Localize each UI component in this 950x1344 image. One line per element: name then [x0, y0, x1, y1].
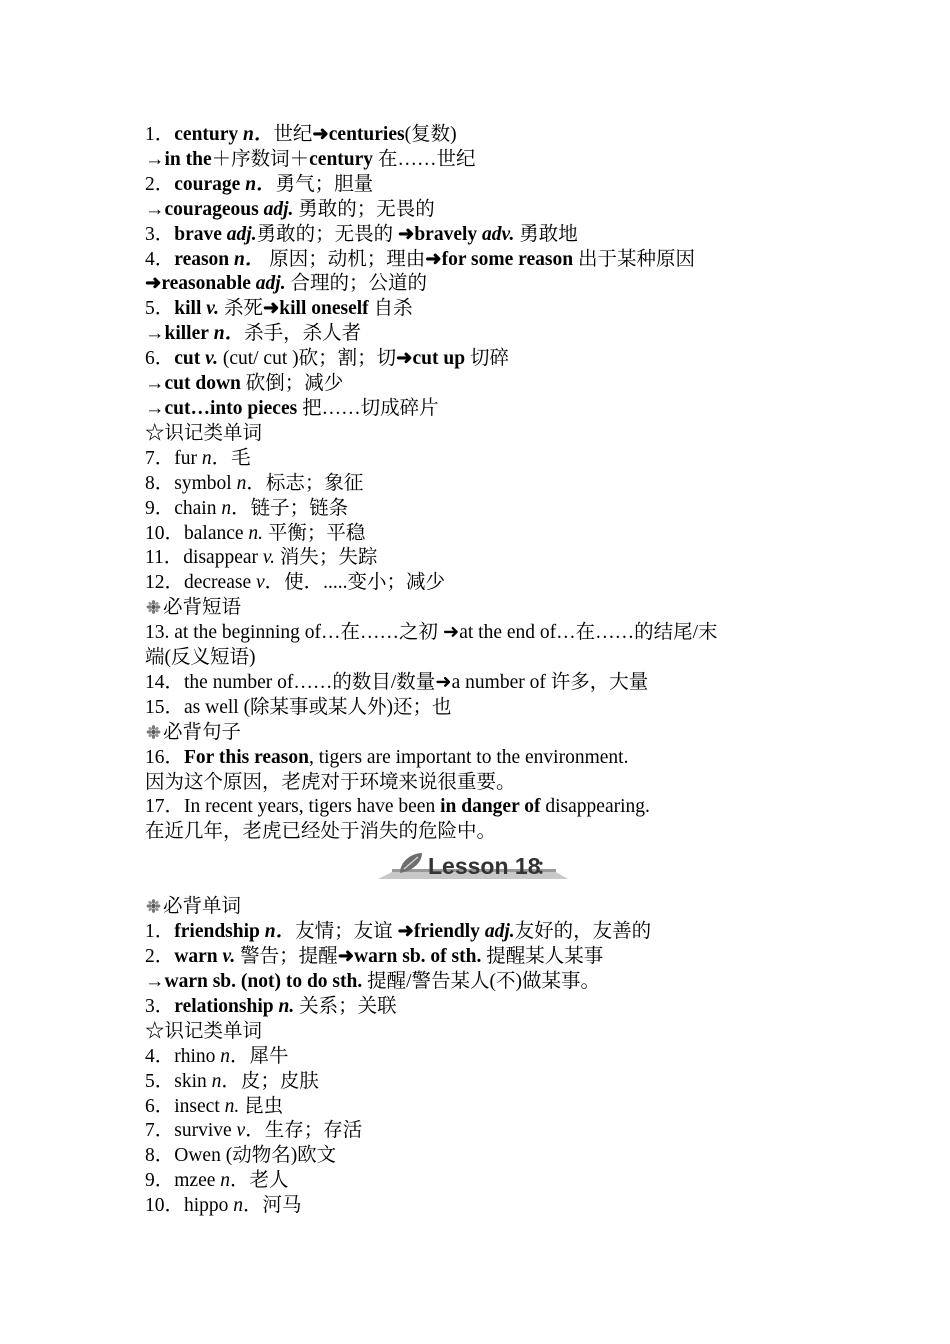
- section-heading-phrases: [145, 596, 815, 621]
- part-of-speech: n: [220, 1045, 231, 1067]
- definition: 在……世纪: [373, 148, 476, 170]
- vocab-line: [145, 123, 815, 148]
- vocab-line: [145, 995, 815, 1020]
- sentence-translation: 因为这个原因，老虎对于环境来说很重要。: [145, 771, 516, 793]
- definition: 原因；动机；理由: [264, 248, 426, 270]
- arrow-icon: ➜: [397, 921, 414, 943]
- item-number: 2．: [145, 173, 175, 195]
- derived-word: bravely: [414, 223, 478, 245]
- word: 7．fur: [145, 447, 202, 469]
- section-heading-sentences: [145, 721, 815, 746]
- word: 9．mzee: [145, 1170, 221, 1192]
- definition: 砍倒；减少: [240, 373, 344, 395]
- note: (cut/ cut ): [217, 348, 299, 370]
- part-of-speech: n: [201, 447, 212, 469]
- definition: ．生存；存活: [245, 1120, 363, 1142]
- definition: 平衡；平稳: [263, 522, 366, 544]
- word-line: 8．Owen (动物名)欧文: [145, 1145, 337, 1167]
- vocab-line: [145, 920, 815, 945]
- part-of-speech: n．: [229, 248, 265, 270]
- definition: 杀死: [219, 298, 263, 320]
- headword: brave: [174, 223, 222, 245]
- word-line: [145, 472, 815, 497]
- headword: cut: [174, 348, 201, 370]
- part-of-speech: n.: [273, 995, 295, 1017]
- word-line: [145, 522, 815, 547]
- headword: friendship: [174, 921, 260, 943]
- definition: 勇敢的；无畏的: [293, 198, 435, 220]
- vocab-line: [145, 148, 815, 173]
- part-of-speech: v.: [262, 547, 275, 569]
- flower-icon: [145, 899, 162, 913]
- word-line: [145, 546, 815, 571]
- section-heading-memorize: ☆识记类单词: [145, 422, 263, 444]
- part-of-speech: n.: [248, 522, 264, 544]
- part-of-speech: adj.: [258, 198, 294, 220]
- item-number: 5．: [145, 298, 175, 320]
- vocab-line: [145, 347, 815, 372]
- definition: ．使．.....变小；减少: [264, 572, 446, 594]
- part-of-speech: adj.: [479, 921, 515, 943]
- definition: 友好的，友善的: [514, 921, 652, 943]
- word: 6．insect: [145, 1095, 225, 1117]
- phrase-line: 14．the number of……的数目/数量➜a number of 许多，大量: [145, 671, 649, 693]
- note: (复数): [404, 124, 457, 145]
- arrow-icon: →: [145, 198, 165, 220]
- heading-text: 必背单词: [163, 896, 242, 918]
- derived-word: courageous: [164, 198, 259, 220]
- word-line: [145, 1095, 815, 1120]
- item-number: 1．: [145, 921, 175, 943]
- item-number: 4．: [145, 248, 175, 270]
- word: 7．survive: [145, 1120, 237, 1142]
- phrase-line: 15．as well (除某事或某人外)还；也: [145, 696, 452, 718]
- part-of-speech: n．: [208, 323, 245, 345]
- derived-word: centuries: [328, 124, 405, 145]
- key-phrase: For this reason: [184, 746, 309, 768]
- section-heading-memorize: ☆识记类单词: [145, 1020, 263, 1042]
- sentence-text: , tigers are important to the environment.: [308, 746, 629, 768]
- word-line: [145, 1119, 815, 1144]
- phrase: in the: [164, 148, 212, 170]
- part-of-speech: n: [221, 497, 232, 519]
- definition: 关系；关联: [294, 995, 397, 1017]
- headword: warn: [174, 946, 218, 968]
- lesson-banner-graphic: [378, 849, 568, 881]
- vocab-line: [145, 198, 815, 223]
- definition: 提醒/警告某人(不)做某事。: [362, 971, 601, 992]
- definition: ．皮；皮肤: [221, 1070, 319, 1092]
- word-line: [145, 447, 815, 472]
- arrow-icon: →: [145, 373, 165, 395]
- headword: century: [174, 124, 239, 145]
- definition: ．河马: [243, 1195, 302, 1217]
- key-phrase: in danger of: [440, 796, 541, 818]
- word: 10．balance: [145, 522, 249, 544]
- word: 10．hippo: [145, 1195, 234, 1217]
- vocab-line: [145, 945, 815, 970]
- vocab-line: [145, 173, 815, 198]
- definition: 合理的；公道的: [285, 273, 427, 295]
- arrow-icon: ➜: [425, 248, 442, 270]
- definition: 把……切成碎片: [297, 397, 439, 419]
- sentence-text: 17．In recent years, tigers have been: [145, 796, 441, 818]
- word: 5．skin: [145, 1070, 212, 1092]
- part-of-speech: adj.: [221, 223, 257, 245]
- word-line: [145, 1194, 815, 1219]
- vocab-line: [145, 970, 815, 995]
- word: 9．chain: [145, 497, 222, 519]
- word: 4．rhino: [145, 1045, 221, 1067]
- flower-icon: [145, 725, 162, 739]
- arrow-icon: ➜: [337, 946, 355, 968]
- lesson-colon: ：: [536, 856, 557, 880]
- word-line: [145, 571, 815, 596]
- item-number: 3．: [145, 995, 175, 1017]
- definition: 警告；提醒: [235, 946, 338, 968]
- definition: 友情；友谊: [295, 921, 398, 943]
- heading-text: 必背句子: [163, 721, 242, 743]
- definition: 切碎: [465, 348, 509, 370]
- definition: ．老人: [230, 1170, 289, 1192]
- sentence-line: [145, 795, 815, 820]
- phrase: cut down: [164, 373, 241, 395]
- part-of-speech: adv.: [477, 223, 515, 245]
- phrase-line: 端(反义短语): [145, 647, 256, 669]
- definition: 昆虫: [239, 1095, 284, 1117]
- phrase: century: [309, 148, 374, 170]
- phrase: for some reason: [441, 248, 574, 270]
- arrow-icon: ➜: [312, 124, 329, 145]
- part-of-speech: v.: [217, 946, 236, 968]
- item-number: 6．: [145, 348, 175, 370]
- definition: 勇气；胆量: [275, 173, 374, 195]
- sentence-text: disappearing.: [540, 796, 650, 818]
- part-of-speech: n: [233, 1195, 244, 1217]
- part-of-speech: adj.: [250, 273, 286, 295]
- definition: 杀手，杀人者: [244, 323, 362, 345]
- definition: ．毛: [211, 447, 251, 469]
- arrow-icon: →: [145, 323, 165, 345]
- derived-word: reasonable: [161, 273, 251, 295]
- definition: ．标志；象征: [246, 472, 364, 494]
- definition: 世纪: [273, 124, 313, 145]
- part-of-speech: n.: [224, 1095, 240, 1117]
- word: 8．symbol: [145, 472, 237, 494]
- definition: ．犀牛: [230, 1045, 289, 1067]
- word-line: [145, 1070, 815, 1095]
- sentence-line: [145, 746, 815, 771]
- phrase: kill oneself: [279, 298, 369, 320]
- definition: ．链子；链条: [231, 497, 349, 519]
- vocab-line: [145, 322, 815, 347]
- vocab-line: [145, 397, 815, 422]
- part-of-speech: n: [220, 1170, 231, 1192]
- arrow-icon: ➜: [145, 273, 162, 295]
- vocab-line: [145, 223, 815, 248]
- part-of-speech: v.: [201, 298, 220, 320]
- section-heading-words: [145, 895, 815, 920]
- part-of-speech: v: [255, 572, 265, 594]
- headword: reason: [174, 248, 230, 270]
- headword: relationship: [174, 995, 274, 1017]
- word: 12．decrease: [145, 572, 256, 594]
- phrase-part: ＋序数词＋: [211, 148, 310, 170]
- document-body: [145, 123, 815, 1219]
- definition: 提醒某人某事: [481, 946, 604, 968]
- definition: 出于某种原因: [573, 248, 695, 270]
- definition: 勇敢地: [514, 223, 578, 245]
- derived-word: killer: [164, 323, 209, 345]
- item-number: 16．: [145, 746, 185, 768]
- vocab-line: [145, 297, 815, 322]
- arrow-icon: →: [145, 148, 165, 170]
- item-number: 2．: [145, 946, 175, 968]
- phrase: warn sb. of sth.: [354, 946, 482, 968]
- word-line: [145, 497, 815, 522]
- vocab-line: [145, 248, 815, 273]
- word-line: [145, 1045, 815, 1070]
- part-of-speech: n: [211, 1070, 222, 1092]
- definition: 砍；割；切: [298, 348, 397, 370]
- arrow-icon: →: [145, 397, 165, 419]
- arrow-icon: ➜: [396, 348, 413, 370]
- part-of-speech: n．: [240, 173, 276, 195]
- definition: 消失；失踪: [274, 547, 378, 569]
- word: 11．disappear: [145, 547, 263, 569]
- headword: courage: [174, 173, 241, 195]
- word-line: [145, 1169, 815, 1194]
- phrase: warn sb. (not) to do sth.: [164, 971, 363, 992]
- definition: 勇敢的；无畏的: [256, 223, 398, 245]
- sentence-translation: 在近几年，老虎已经处于消失的危险中。: [145, 821, 497, 843]
- arrow-icon: ➜: [397, 223, 415, 245]
- heading-text: 必背短语: [163, 597, 242, 619]
- lesson-banner: [145, 845, 815, 895]
- item-number: 3．: [145, 223, 175, 245]
- part-of-speech: n．: [238, 124, 274, 145]
- phrase: cut…into pieces: [164, 397, 298, 419]
- vocab-line: [145, 372, 815, 397]
- item-number: 1．: [145, 124, 175, 145]
- derived-word: friendly: [413, 921, 480, 943]
- phrase-line: 13. at the beginning of…在……之初 ➜at the end of…在……的结尾/末: [145, 622, 718, 644]
- part-of-speech: v.: [200, 348, 218, 370]
- definition: 自杀: [368, 298, 413, 320]
- part-of-speech: v: [236, 1120, 246, 1142]
- lesson-title: Lesson 18: [428, 853, 541, 880]
- vocab-line: [145, 272, 815, 297]
- flower-icon: [145, 600, 162, 614]
- arrow-icon: →: [145, 971, 165, 992]
- arrow-icon: ➜: [262, 298, 280, 320]
- headword: kill: [174, 298, 202, 320]
- part-of-speech: n．: [259, 921, 296, 943]
- phrase: cut up: [412, 348, 466, 370]
- part-of-speech: n: [236, 472, 247, 494]
